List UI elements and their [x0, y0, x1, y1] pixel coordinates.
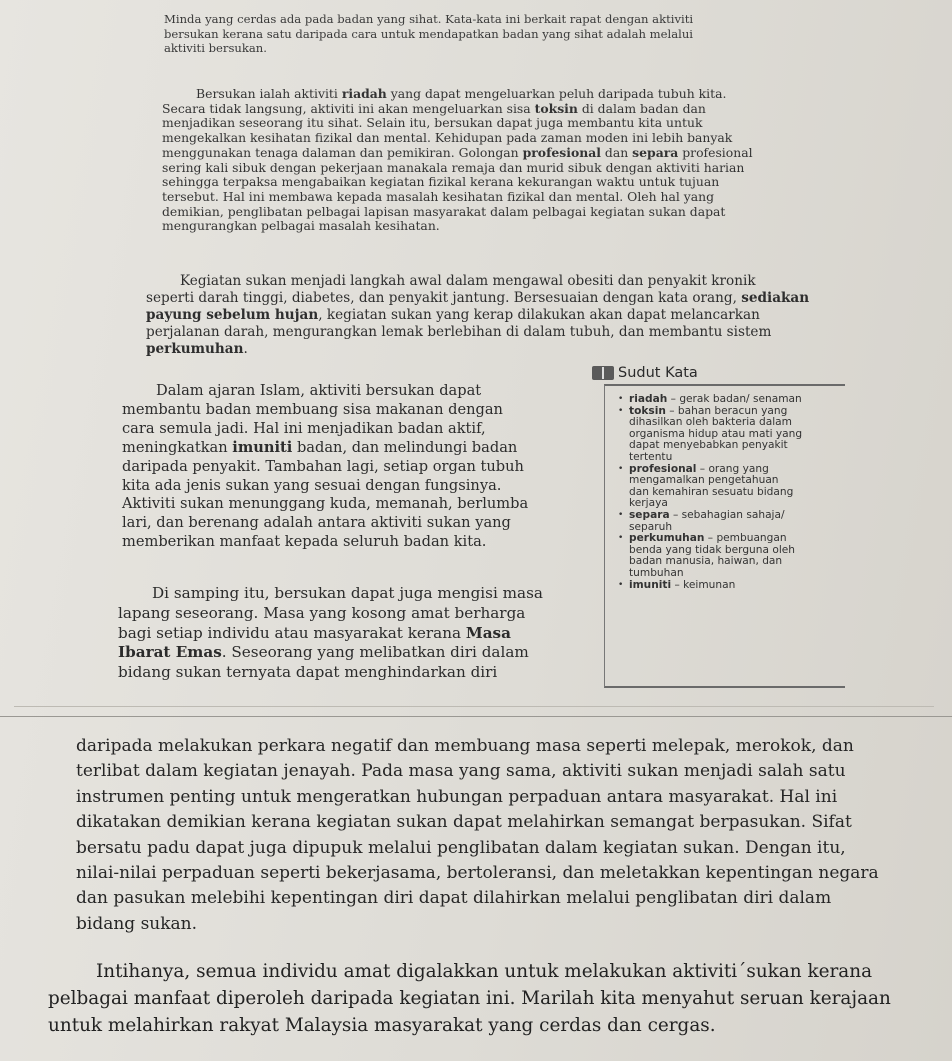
- text-line: Ibarat Emas. Seseorang yang melibatkan diri dalam: [118, 643, 529, 662]
- text-line: dan pasukan melebihi kepentingan diri dapat dilahirkan melalui penglibatan diri dalam: [76, 888, 832, 909]
- page-divider: [0, 716, 952, 717]
- glossary-item: [605, 510, 845, 533]
- glossary-text: badan manusia, haiwan, dan: [629, 555, 783, 568]
- glossary-text: dapat menyebabkan penyakit: [629, 439, 788, 452]
- text-line: memberikan manfaat kepada seluruh badan kita.: [122, 533, 487, 551]
- glossary-item: [605, 533, 845, 579]
- glossary-text: organisma hidup atau mati yang: [629, 427, 803, 440]
- text-line: aktiviti bersukan.: [164, 41, 267, 55]
- text-line: meningkatkan imuniti badan, dan melindungi badan: [122, 438, 518, 456]
- text-line: perjalanan darah, mengurangkan lemak berlebihan di dalam tubuh, dan membantu sistem: [146, 324, 772, 340]
- glossary-text: • toksin – bahan beracun yang: [629, 404, 788, 417]
- text-line: nilai-nilai perpaduan seperti bekerjasama, bertoleransi, dan meletakkan kepentingan negara: [76, 863, 879, 884]
- text-line: payung sebelum hujan, kegiatan sukan yang kerap dilakukan akan dapat melancarkan: [146, 307, 760, 323]
- text-line: Aktiviti sukan menunggang kuda, memanah, berlumba: [122, 495, 529, 513]
- glossary-text: dihasilkan oleh bakteria dalam: [629, 416, 792, 429]
- glossary-list: [605, 386, 845, 591]
- text-line: untuk melahirkan rakyat Malaysia masyarakat yang cerdas dan cergas.: [48, 1015, 716, 1037]
- glossary-text: tertentu: [629, 450, 673, 463]
- glossary-text: • profesional – orang yang: [629, 462, 769, 475]
- text-line: Dalam ajaran Islam, aktiviti bersukan dapat: [156, 382, 482, 399]
- text-line: bersatu padu dapat juga dipupuk melalui penglibatan dalam kegiatan sukan. Dengan itu,: [76, 837, 846, 858]
- text-line: mengurangkan pelbagai masalah kesihatan.: [162, 218, 440, 234]
- sudut-kata-header: [592, 364, 698, 382]
- text-line: menggunakan tenaga dalaman dan pemikiran. Golongan profesional dan separa profesional: [162, 144, 753, 160]
- text-line: perkumuhan.: [146, 341, 248, 357]
- text-line: lapang seseorang. Masa yang kosong amat berharga: [118, 603, 526, 622]
- sudut-kata-title: Sudut Kata: [618, 365, 698, 381]
- paragraph-4: [118, 584, 598, 683]
- glossary-item: [605, 580, 845, 592]
- glossary-text: • perkumuhan – pembuangan: [629, 532, 787, 545]
- text-line: pelbagai manfaat diperoleh daripada kegiatan ini. Marilah kita menyahut seruan kerajaan: [48, 988, 891, 1010]
- text-line: tersebut. Hal ini membawa kepada masalah kesihatan fizikal dan mental. Oleh hal yang: [162, 188, 715, 204]
- glossary-text: benda yang tidak berguna oleh: [629, 543, 796, 556]
- text-line: Minda yang cerdas ada pada badan yang sihat. Kata-kata ini berkait rapat dengan aktiviti: [164, 12, 694, 26]
- intro-paragraph: [164, 12, 864, 56]
- text-line: daripada melakukan perkara negatif dan membuang masa seperti melepak, merokok, dan: [76, 736, 854, 756]
- glossary-text: separuh: [629, 520, 673, 533]
- glossary-item: [605, 464, 845, 510]
- text-line: lari, dan berenang adalah antara aktiviti sukan yang: [122, 514, 511, 532]
- text-line: membantu badan membuang sisa makanan dengan: [122, 400, 503, 418]
- paragraph-3: [122, 382, 592, 552]
- text-line: sehingga terpaksa mengabaikan kegiatan fizikal kerana kekurangan waktu untuk tujuan: [162, 174, 720, 190]
- glossary-text: tumbuhan: [629, 566, 684, 579]
- text-line: Kegiatan sukan menjadi langkah awal dalam mengawal obesiti dan penyakit kronik: [180, 273, 756, 289]
- text-line: instrumen penting untuk mengeratkan hubungan perpaduan antara masyarakat. Hal ini: [76, 786, 838, 807]
- text-line: Secara tidak langsung, aktiviti ini akan mengeluarkan sisa toksin di dalam badan dan: [162, 100, 706, 116]
- text-line: Di samping itu, bersukan dapat juga mengisi masa: [152, 584, 543, 602]
- text-line: dikatakan demikian kerana kegiatan sukan dapat melahirkan semangat berpasukan. Sifat: [76, 812, 852, 833]
- text-line: Bersukan ialah aktiviti riadah yang dapat mengeluarkan peluh daripada tubuh kita.: [196, 86, 727, 101]
- text-line: demikian, penglibatan pelbagai lapisan masyarakat dalam pelbagai kegiatan sukan dapat: [162, 203, 726, 219]
- paragraph-2: [146, 273, 858, 358]
- text-line: bersukan kerana satu daripada cara untuk mendapatkan badan yang sihat adalah melalui: [164, 26, 694, 41]
- text-line: Intihanya, semua individu amat digalakkan untuk melakukan aktiviti´sukan kerana: [96, 961, 873, 982]
- glossary-text: • imuniti – keimunan: [629, 578, 736, 591]
- glossary-text: mengamalkan pengetahuan: [629, 474, 779, 487]
- paragraph-5: [76, 734, 936, 937]
- text-line: bidang sukan ternyata dapat menghindarkan diri: [118, 663, 498, 682]
- text-line: bagi setiap individu atau masyarakat kerana Masa: [118, 623, 511, 642]
- glossary-text: dan kemahiran sesuatu bidang: [629, 485, 794, 498]
- glossary-text: • riadah – gerak badan/ senaman: [629, 393, 802, 405]
- glossary-text: • separa – sebahagian sahaja/: [629, 508, 785, 521]
- paragraph-1: [162, 87, 852, 234]
- text-line: terlibat dalam kegiatan jenayah. Pada masa yang sama, aktiviti sukan menjadi salah satu: [76, 761, 846, 782]
- sudut-kata-box: [604, 384, 845, 688]
- text-line: menjadikan seseorang itu sihat. Selain itu, bersukan dapat juga membantu kita untuk: [162, 115, 703, 131]
- text-line: seperti darah tinggi, diabetes, dan penyakit jantung. Bersesuaian dengan kata orang, sediakan: [146, 290, 810, 306]
- paragraph-6: [48, 958, 938, 1040]
- text-line: daripada penyakit. Tambahan lagi, setiap organ tubuh: [122, 457, 524, 475]
- text-line: bidang sukan.: [76, 913, 198, 934]
- book-icon: [592, 366, 614, 380]
- glossary-item: [605, 406, 845, 464]
- text-line: cara semula jadi. Hal ini menjadikan badan aktif,: [122, 419, 486, 437]
- text-line: sering kali sibuk dengan pekerjaan manakala remaja dan murid sibuk dengan aktiviti harian: [162, 159, 745, 175]
- text-line: kita ada jenis sukan yang sesuai dengan fungsinya.: [122, 476, 502, 494]
- text-line: mengekalkan kesihatan fizikal dan mental. Kehidupan pada zaman moden ini lebih banyak: [162, 130, 733, 146]
- page-divider: [14, 706, 934, 707]
- glossary-text: kerjaya: [629, 497, 668, 510]
